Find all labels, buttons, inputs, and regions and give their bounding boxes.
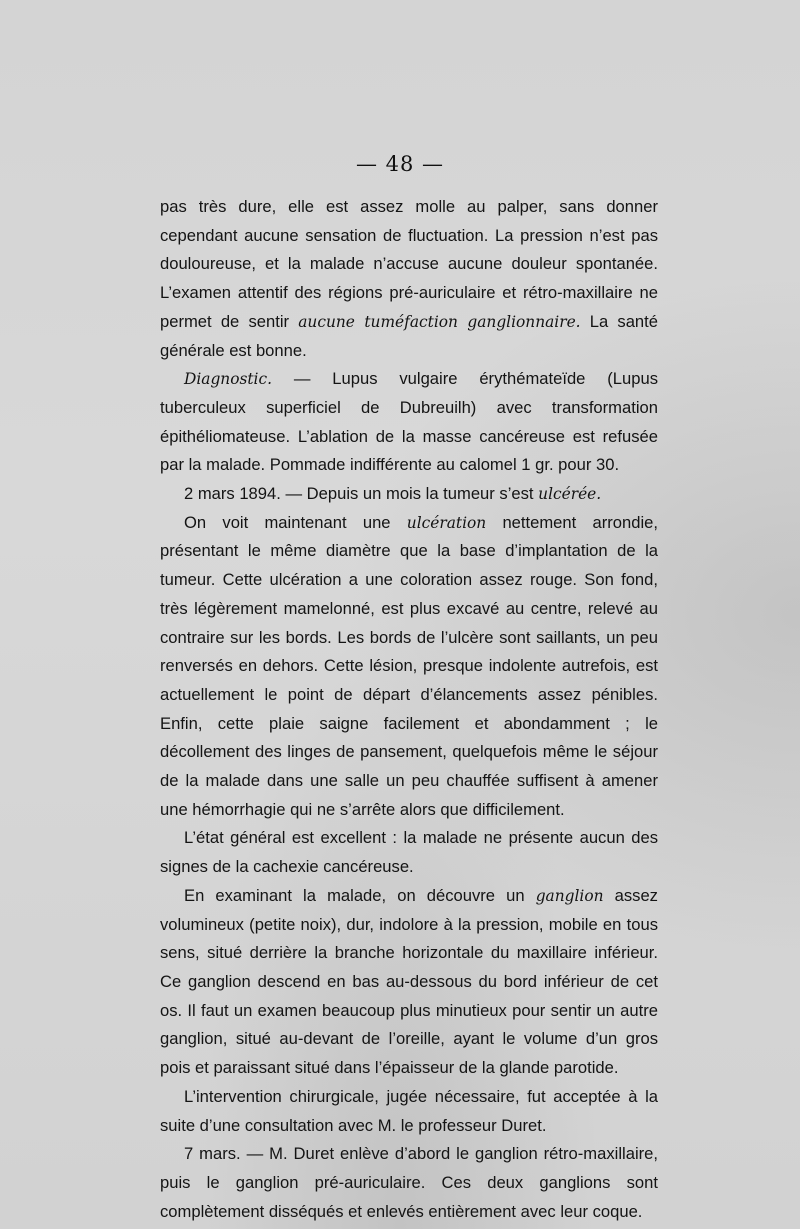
- paragraph-text: L’état général est excellent : la malade ne présente aucun des signes de la cachexie cancéreuse.: [160, 828, 658, 877]
- paragraph-ulceration: [160, 509, 658, 825]
- paragraph-text: L’intervention chirurgicale, jugée nécessaire, fut acceptée à la suite d’une consultation avec M. le professeur Duret.: [160, 1086, 658, 1135]
- paragraph-text: assez volumineux (petite noix), dur, indolore à la pression, mobile en tous sens, situé derrière la branche horizontale du maxillaire inférieur. Ce ganglion descend en bas au-dessous du bord inférieur de cet os. Il faut un examen beaucoup plus minutieux pour sentir un autre ganglion, situé au-devant de l’oreille, ayant le volume d’un gros pois et paraissant situé dans l’épaisseur de la glande parotide.: [160, 885, 658, 1078]
- paragraph-text: — Lupus vulgaire érythémateïde (Lupus tuberculeux superficiel de Dubreuilh) avec transformation épithéliomateuse. L’ablation de la masse cancéreuse est refusée par la malade. Pommade indifférente au calomel 1 gr. pour 30.: [160, 369, 658, 475]
- page-number: — 48 —: [355, 152, 445, 176]
- paragraph-text: La santé générale est bonne.: [160, 311, 658, 360]
- italic-phrase: ganglion: [535, 886, 604, 905]
- paragraph-text: 7 mars. — M. Duret enlève d’abord le ganglion rétro-maxillaire, puis le ganglion pré-auriculaire. Ces deux ganglions sont complètement disséqués et enlevés entièrement avec leur coque.: [160, 1144, 658, 1221]
- paragraph-text: On voit maintenant une: [184, 512, 407, 532]
- paragraph-text: 2 mars 1894. — Depuis un mois la tumeur s’est: [184, 484, 539, 504]
- paragraph-general-state: [160, 824, 658, 881]
- paragraph-ganglion: [160, 882, 658, 1083]
- paragraph-1: [160, 193, 658, 365]
- paragraph-operation: [160, 1140, 658, 1226]
- italic-phrase: ulcération: [406, 513, 487, 532]
- paragraph-text: nettement arrondie, présentant le même diamètre que la base d’implantation de la tumeur. Cette ulcération a une coloration assez rouge. Son fond, très légèrement mamelonné, est plus excavé au centre, relevé au contraire sur les bords. Les bords de l’ulcère sont saillants, un peu renversés en dehors. Cette lésion, presque indolente autrefois, est actuellement le point de départ d’élancements assez pénibles. Enfin, cette plaie saigne facilement et abondamment ; le décollement des linges de pansement, quelquefois même le séjour de la malade dans une salle un peu chauffée suffisent à amener une hémorrhagie qui ne s’arrête alors que difficilement.: [160, 512, 658, 819]
- italic-heading: Diagnostic.: [184, 370, 272, 389]
- italic-phrase: ulcérée.: [538, 485, 602, 504]
- paragraph-diagnostic: [160, 365, 658, 480]
- paragraph-text: pas très dure, elle est assez molle au palper, sans donner cependant aucune sensation de fluctuation. La pression n’est pas douloureuse, et la malade n’accuse aucune douleur spontanée. L’examen attentif des régions pré-auriculaire et rétro-maxillaire ne permet de sentir: [160, 197, 658, 331]
- paragraph-intervention: [160, 1083, 658, 1140]
- paragraph-date-entry: [160, 480, 658, 509]
- paragraph-text: En examinant la malade, on découvre un: [184, 885, 536, 905]
- body-text: [160, 193, 658, 1226]
- italic-phrase: aucune tuméfaction ganglionnaire.: [298, 312, 581, 331]
